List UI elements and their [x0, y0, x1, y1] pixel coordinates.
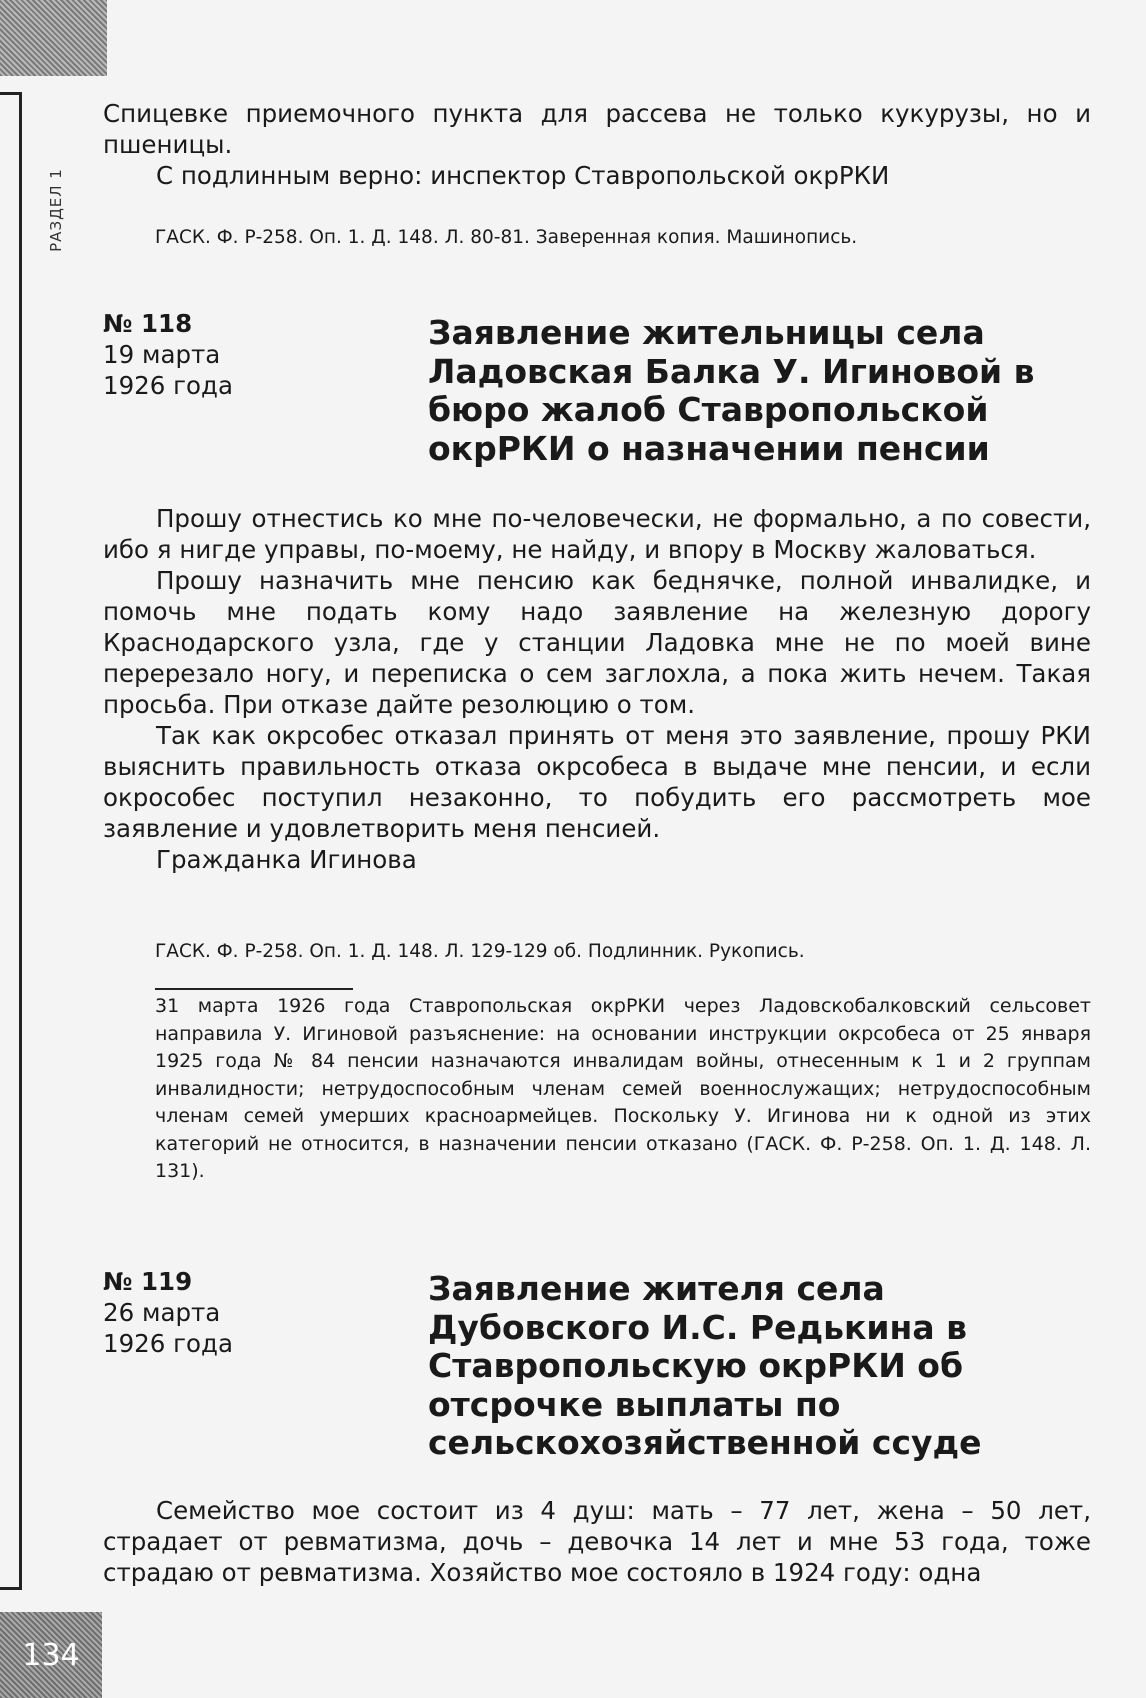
doc118-date-year: 1926 года [103, 371, 233, 400]
doc118-paragraph-3: Так как окрсобес отказал принять от меня это заявление, прошу РКИ выяснить правильность отказа окрсобеса в выдаче мне пенсии, и если окрособес поступил незаконно, то побудить его рассмотреть мое заявление и удовлетворить меня пенсией. [103, 721, 1091, 843]
doc118-date-day: 19 марта [103, 340, 221, 369]
doc119-paragraph-1: Семейство мое состоит из 4 душ: мать – 77 лет, жена – 50 лет, страдает от ревматизма, дочь – девочка 14 лет и мне 53 года, тоже страдаю от ревматизма. Хозяйство мое состояло в 1924 году: одна [103, 1496, 1091, 1587]
doc118-body [103, 503, 1091, 875]
doc118-archive-source: ГАСК. Ф. Р-258. Оп. 1. Д. 148. Л. 129-129 об. Подлинник. Рукопись. [155, 941, 805, 962]
corner-hatch-decoration [0, 0, 107, 76]
page-number: 134 [22, 1637, 80, 1673]
doc119-date-day: 26 марта [103, 1298, 221, 1327]
doc119-date-year: 1926 года [103, 1329, 233, 1358]
margin-rule [0, 92, 22, 1590]
doc118-signature: Гражданка Игинова [156, 845, 417, 874]
doc118-paragraph-2: Прошу назначить мне пенсию как беднячке, полной инвалидке, и помочь мне подать кому надо заявление на железную дорогу Краснодарского узла, где у станции Ладовка мне не по моей вине перерезало ногу, и переписка о сем заглохла, а пока жить нечем. Такая просьба. При отказе дайте резолюцию о том. [103, 566, 1091, 719]
doc118-meta [103, 308, 233, 401]
intro-block [103, 98, 1091, 191]
intro-paragraph: Спицевке приемочного пункта для рассева не только кукурузы, но и пшеницы. [103, 99, 1091, 159]
certification-line: С подлинным верно: инспектор Ставропольской окрРКИ [156, 161, 890, 190]
section-label: РАЗДЕЛ 1 [47, 168, 65, 252]
doc118-note: 31 марта 1926 года Ставропольская окрРКИ через Ладовскобалковский сельсовет направила У. Игиновой разъяснение: на основании инструкции окрсобеса от 25 января 1925 года № 84 пенсии назначаются инвалидам войны, отнесенным к 1 и 2 группам инвалидности; нетрудоспособным членам семей военнослужащих; нетрудоспособным членам семей умерших красноармейцев. Поскольку У. Игинова ни к одной из этих категорий не относится, в назначении пенсии отказано (ГАСК. Ф. Р-258. Оп. 1. Д. 148. Л. 131). [155, 995, 1091, 1182]
note-divider [155, 988, 353, 990]
archive-source: ГАСК. Ф. Р-258. Оп. 1. Д. 148. Л. 80-81. Заверенная копия. Машинопись. [155, 227, 858, 248]
doc119-body [103, 1495, 1091, 1588]
doc118-title: Заявление жительницы села Ладовская Балка У. Игиновой в бюро жалоб Ставропольской окрРКИ о назначении пенсии [428, 313, 1035, 468]
doc119-title: Заявление жителя села Дубовского И.С. Редькина в Ставропольскую окрРКИ об отсрочке выплаты по сельскохозяйственной ссуде [428, 1269, 982, 1462]
doc118-paragraph-1: Прошу отнестись ко мне по-человечески, не формально, а по совести, ибо я нигде управы, по-моему, не найду, и впору в Москву жаловаться. [103, 504, 1091, 564]
doc119-meta [103, 1266, 233, 1359]
page-number-box [0, 1612, 102, 1698]
doc119-number: № 119 [103, 1267, 193, 1296]
doc118-number: № 118 [103, 309, 193, 338]
